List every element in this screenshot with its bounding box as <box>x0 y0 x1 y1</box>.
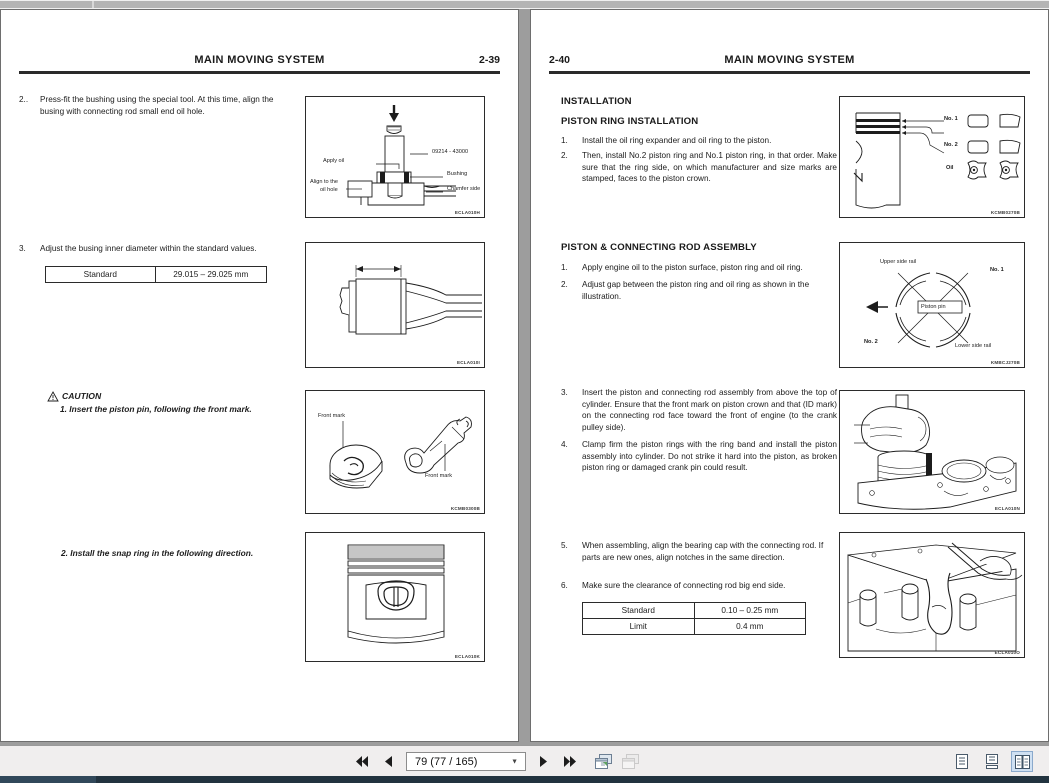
step-number: 3. <box>561 388 568 397</box>
step-text: Then, install No.2 piston ring and No.1 piston ring, in that order. Make sure that the ring side, on which manufacturer and size marks are stamped, faces to the piston crown. <box>582 151 837 184</box>
warning-triangle-icon <box>47 391 59 402</box>
figure-front-mark-drawing <box>306 391 485 514</box>
figure-snap-ring-drawing <box>306 533 485 662</box>
previous-page-button[interactable] <box>379 751 399 773</box>
figure-label-align-1: Align to the <box>310 179 338 185</box>
step-item <box>561 279 837 302</box>
figure-piston-install-cylinder <box>839 390 1025 514</box>
step-number: 1. <box>561 263 568 272</box>
step-text: Make sure the clearance of connecting rod big end side. <box>582 581 786 590</box>
caution-item: 2. Install the snap ring in the following direction. <box>61 548 254 558</box>
figure-code: ECLA010N <box>994 506 1020 511</box>
first-page-button[interactable] <box>352 751 372 773</box>
page-number-left: 2-39 <box>478 54 500 66</box>
step-text: When assembling, align the bearing cap with the connecting rod. If parts are new ones, align notches in the same direction. <box>582 541 824 562</box>
figure-piston-install-cylinder-drawing <box>840 391 1025 514</box>
figure-piston-ring-set <box>839 96 1025 218</box>
scrollbar-thumb-divider <box>92 1 94 8</box>
page-left <box>0 9 519 742</box>
caution-title-row <box>47 391 287 401</box>
step-item <box>19 243 289 255</box>
os-taskbar <box>0 776 1049 783</box>
section-heading-installation: INSTALLATION <box>561 96 632 107</box>
page-header-right <box>549 54 1030 76</box>
horizontal-scrollbar[interactable] <box>0 0 1049 9</box>
page-navigation-group <box>352 746 640 777</box>
step-item <box>561 387 837 433</box>
caution-block <box>47 391 287 415</box>
figure-code: ECLA010H <box>454 210 480 215</box>
step-text: Press-fit the bushing using the special tool. At this time, align the busing with connecting rod small end oil hole. <box>40 95 274 116</box>
step-text: Apply engine oil to the piston surface, piston ring and oil ring. <box>582 263 803 272</box>
next-page-icon <box>538 755 548 768</box>
step-number: 1. <box>561 136 568 145</box>
step-number: 5. <box>561 541 568 550</box>
new-window-icon <box>595 754 612 769</box>
table-cell-value: 0.4 mm <box>694 619 805 635</box>
figure-code: KCMB0270B <box>990 210 1020 215</box>
step-item <box>561 580 837 592</box>
clearance-table <box>582 602 806 635</box>
figure-label-front-mark-piston: Front mark <box>318 413 346 419</box>
step-number: 4. <box>561 440 568 449</box>
figure-label-apply-oil: Apply oil <box>323 158 345 164</box>
figure-label-front-mark-rod: Front mark <box>425 473 453 479</box>
section-heading-piston-ring-installation: PISTON RING INSTALLATION <box>561 116 699 127</box>
page-header-left <box>19 54 500 76</box>
caution-block-two <box>61 545 291 559</box>
section-heading-piston-rod-assembly: PISTON & CONNECTING ROD ASSEMBLY <box>561 242 757 253</box>
last-page-icon <box>563 755 577 768</box>
figure-label-bushing: Bushing <box>447 171 468 177</box>
figure-code: ECLA010I <box>456 360 480 365</box>
figure-bearing-cap-clearance-drawing <box>840 533 1025 658</box>
table-cell-label: Standard <box>46 267 156 283</box>
first-page-icon <box>355 755 369 768</box>
figure-label-oil: Oil <box>946 165 954 171</box>
chevron-down-icon[interactable]: ▼ <box>511 758 518 765</box>
step-text: Insert the piston and connecting rod assembly from above the top of cylinder. Ensure that the front mark on piston crown and that (ID mark) on the connecting rod face toward the front of engine (to the crank pulley side). <box>582 388 837 432</box>
step-text: Install the oil ring expander and oil ring to the piston. <box>582 136 772 145</box>
view-mode-group <box>951 746 1033 777</box>
step-item <box>561 540 837 563</box>
figure-code: ECLA010O <box>994 650 1020 655</box>
next-page-button[interactable] <box>533 751 553 773</box>
step-item <box>561 150 837 185</box>
single-page-view-button[interactable] <box>951 751 973 772</box>
figure-label-upper-side-rail: Upper side rail <box>880 259 917 265</box>
figure-code: KCMB0300B <box>450 506 480 511</box>
figure-ring-gap-positions <box>839 242 1025 368</box>
page-title-left: MAIN MOVING SYSTEM <box>194 54 325 66</box>
step-text: Clamp firm the piston rings with the ring band and install the piston assembly into cylinder. Do not strike it hard into the piston, as broken piston ring or damaged crank pin could result. <box>582 440 837 473</box>
page-right <box>530 9 1049 742</box>
step-number: 3. <box>19 244 26 253</box>
figure-code: ECLA010K <box>454 654 480 659</box>
step-number: 2. <box>561 151 568 160</box>
figure-label-chamfer-side: Chamfer side <box>447 186 481 192</box>
figure-snap-ring <box>305 532 485 662</box>
figure-label-no1: No. 1 <box>944 116 958 122</box>
figure-piston-ring-set-drawing <box>840 97 1025 218</box>
tile-window-icon <box>622 754 639 769</box>
step-text: Adjust gap between the piston ring and oil ring as shown in the illustration. <box>582 280 810 301</box>
page-number-value: 79 (77 / 165) <box>415 755 478 768</box>
standard-table <box>45 266 267 283</box>
figure-bushing-press-fit <box>305 96 485 218</box>
step-item <box>19 94 281 117</box>
header-rule-left <box>19 71 500 74</box>
table-cell-value: 0.10 – 0.25 mm <box>694 603 805 619</box>
document-viewport <box>0 9 1049 745</box>
facing-pages-view-icon <box>1015 755 1030 769</box>
caution-label: CAUTION <box>62 391 102 401</box>
table-cell-label: Standard <box>583 603 695 619</box>
new-window-button[interactable] <box>593 751 613 773</box>
last-page-button[interactable] <box>560 751 580 773</box>
page-title-right: MAIN MOVING SYSTEM <box>724 54 855 66</box>
tile-window-button[interactable] <box>620 751 640 773</box>
scrollbar-track[interactable] <box>0 1 1049 8</box>
figure-bushing-diameter-drawing <box>306 243 485 368</box>
step-item <box>561 439 837 474</box>
figure-label-align-2: oil hole <box>320 187 338 193</box>
step-number: 2. <box>561 280 568 289</box>
viewer-toolbar <box>0 745 1049 776</box>
single-page-view-icon <box>955 754 969 769</box>
table-cell-label: Limit <box>583 619 695 635</box>
page-number-right: 2-40 <box>549 54 571 66</box>
page-number-input[interactable] <box>406 752 526 771</box>
previous-page-icon <box>384 755 394 768</box>
continuous-view-icon <box>985 754 999 769</box>
figure-label-no2: No. 2 <box>864 339 878 345</box>
figure-label-no1: No. 1 <box>990 267 1004 273</box>
figure-label-piston-pin: Piston pin <box>921 304 946 310</box>
step-number: 2.. <box>19 95 29 104</box>
table-row <box>583 603 806 619</box>
taskbar-item[interactable] <box>0 776 96 783</box>
table-row <box>583 619 806 635</box>
continuous-view-button[interactable] <box>981 751 1003 772</box>
table-cell-value: 29.015 – 29.025 mm <box>155 267 266 283</box>
step-text: Adjust the busing inner diameter within the standard values. <box>40 244 257 253</box>
header-rule-right <box>549 71 1030 74</box>
figure-label-part-number: 09214 - 43000 <box>432 149 469 155</box>
table-row <box>46 267 267 283</box>
caution-item: 1. Insert the piston pin, following the front mark. <box>60 404 252 414</box>
figure-code: KMBCJ270B <box>990 360 1020 365</box>
step-item <box>561 135 833 147</box>
figure-bushing-diameter <box>305 242 485 368</box>
figure-bearing-cap-clearance <box>839 532 1025 658</box>
figure-front-mark <box>305 390 485 514</box>
figure-label-no2: No. 2 <box>944 142 958 148</box>
facing-pages-view-button[interactable] <box>1011 751 1033 772</box>
figure-label-lower-side-rail: Lower side rail <box>955 343 992 349</box>
step-number: 6. <box>561 581 568 590</box>
step-item <box>561 262 837 274</box>
